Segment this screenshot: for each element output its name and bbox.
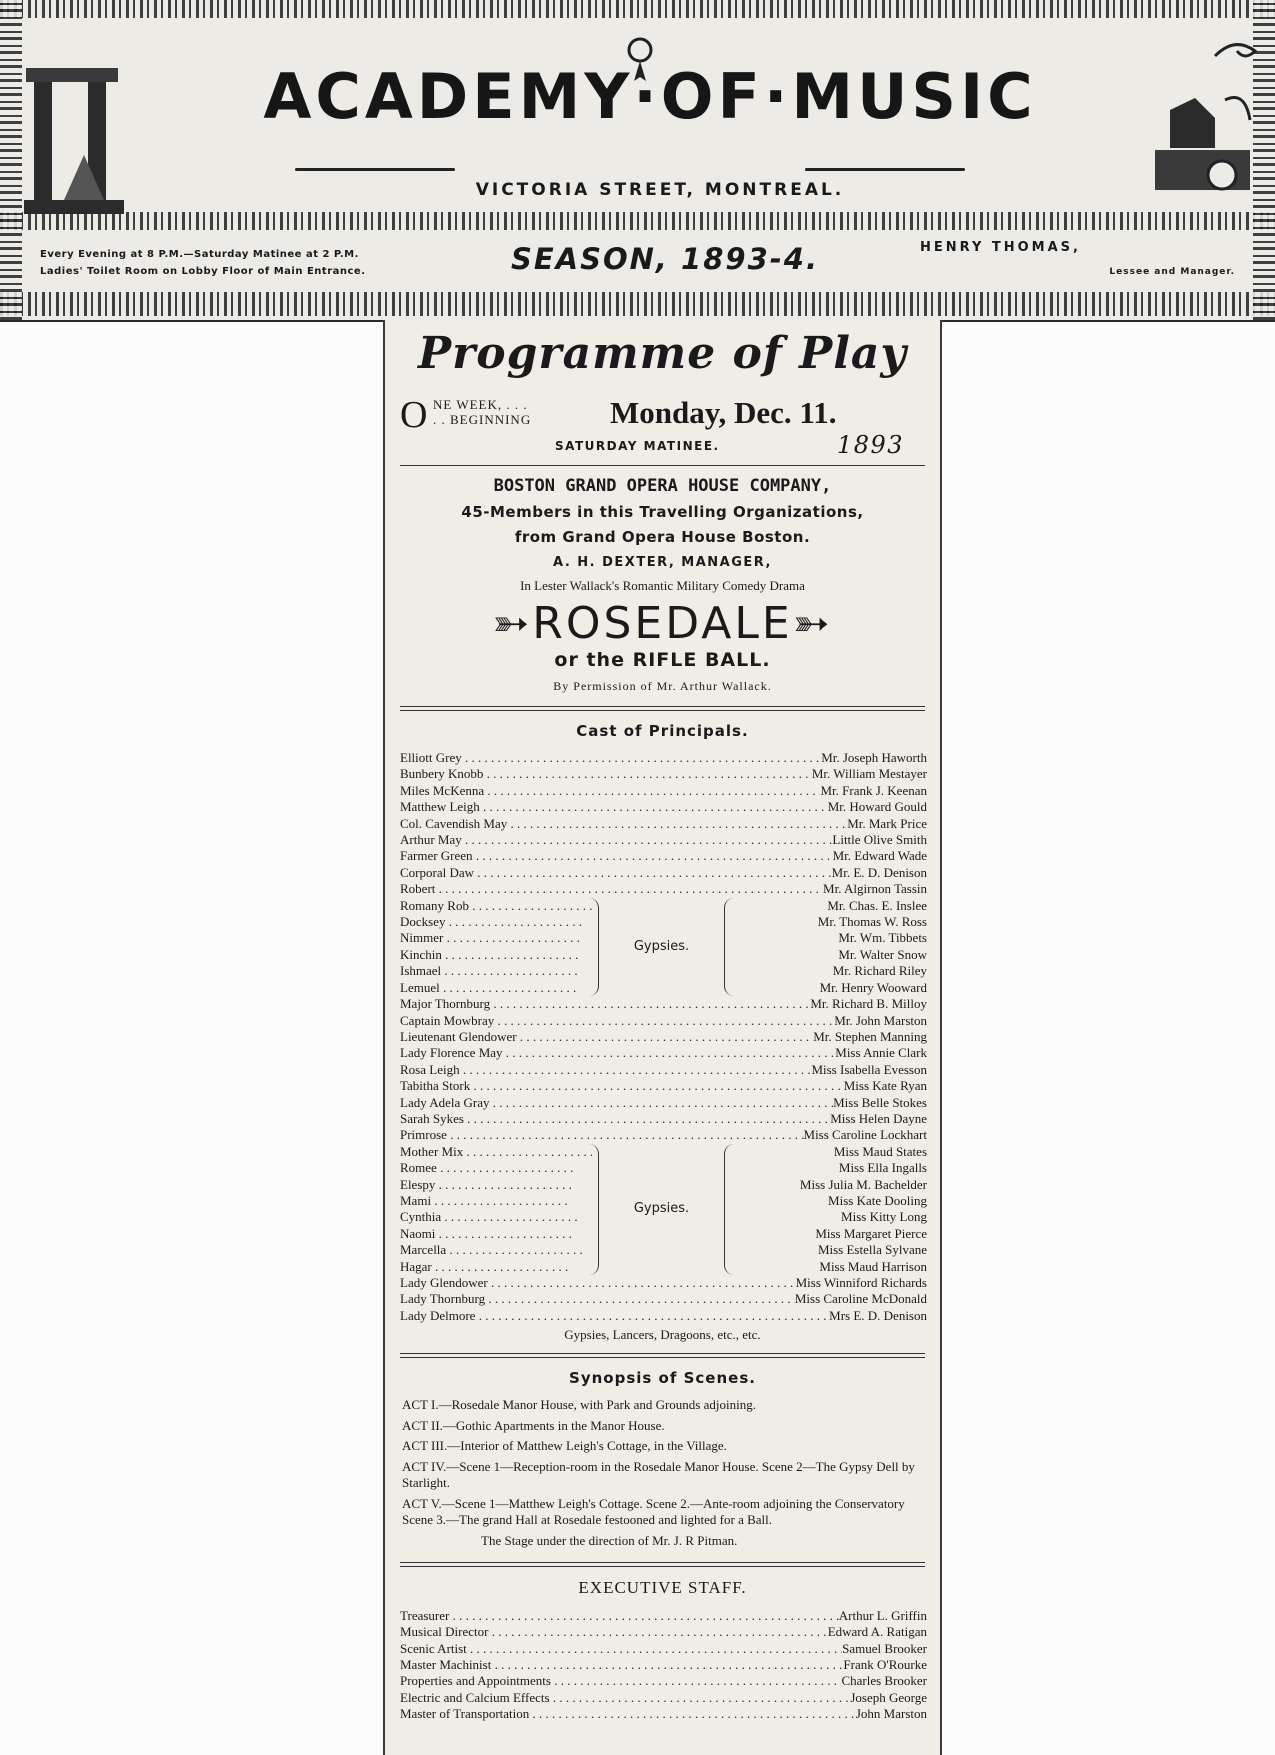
list-item [385, 1624, 940, 1640]
act-description: ACT V.—Scene 1—Matthew Leigh's Cottage. Scene 2.—Ante-room adjoining the Conservatory Scene 3.—The grand Hall at Rosedale festooned and lighted for a Ball. [402, 1495, 905, 1528]
act-description: ACT II.—Gothic Apartments in the Manor House. [402, 1417, 665, 1433]
performer-name: Miss Maud States [833, 1143, 927, 1159]
role-name: Lady Glendower . . . [400, 1275, 796, 1291]
company-name: BOSTON GRAND OPERA HOUSE COMPANY, [493, 476, 832, 496]
performer-name: Mr. Richard B. Milloy [810, 996, 927, 1012]
role-name: Properties and Appointments . . . [400, 1673, 841, 1689]
performer-name: Charles Brooker [841, 1673, 927, 1689]
performer-name: Miss Estella Sylvane [817, 1242, 927, 1258]
role-name: Lemuel . . . [400, 980, 592, 996]
performer-name: Mr. Edward Wade [832, 848, 927, 864]
role-name: Lieutenant Glendower . . . [400, 1029, 813, 1045]
matinee-line: SATURDAY MATINEE. 1893 [555, 431, 905, 459]
programme-title: Programme of Play [418, 328, 907, 379]
role-name: Lady Florence May . . . [400, 1045, 835, 1061]
list-item [385, 1706, 940, 1722]
list-item [385, 1062, 940, 1078]
company-manager: A. H. DEXTER, MANAGER, [553, 555, 772, 570]
sphinx-icon [1150, 90, 1255, 210]
list-item [385, 1045, 940, 1061]
staff-list [385, 1608, 940, 1723]
play-title: ➳ROSEDALE➳ [492, 598, 833, 649]
role-name: Elliott Grey . . . [400, 750, 821, 766]
role-name: Sarah Sykes . . . [400, 1111, 830, 1127]
list-item [385, 1095, 940, 1111]
role-name: Romany Rob . . . [400, 898, 592, 914]
temple-ruins-icon [24, 40, 124, 220]
cast-list-part2 [385, 996, 940, 1144]
role-name: Captain Mowbray . . . [400, 1013, 834, 1029]
role-name: Scenic Artist . . . [400, 1641, 842, 1657]
role-name: Master Machinist . . . [400, 1657, 843, 1673]
role-name: Robert . . . [400, 881, 823, 897]
performer-name: Mr. John Marston [834, 1012, 927, 1028]
list-item [385, 783, 940, 799]
arrow-ornament-icon: ➳ [792, 598, 833, 649]
role-name: Musical Director . . . [400, 1624, 828, 1640]
performer-name: Mr. Chas. E. Inslee [827, 897, 927, 913]
performer-name: Mr. Walter Snow [838, 946, 927, 962]
role-name: Marcella . . . [400, 1242, 592, 1258]
theatre-address: VICTORIA STREET, MONTREAL. [475, 180, 845, 200]
list-item [385, 832, 940, 848]
role-name: Corporal Daw . . . [400, 865, 832, 881]
performer-name: Mr. Stephen Manning [813, 1028, 927, 1044]
handwritten-year: 1893 [837, 431, 905, 459]
performer-name: Mr. Henry Wooward [819, 979, 927, 995]
list-item [385, 865, 940, 881]
list-item [385, 1608, 940, 1624]
greek-key-border-left [0, 0, 22, 320]
list-item [385, 766, 940, 782]
role-name: Lady Thornburg . . . [400, 1291, 795, 1307]
performer-name: Frank O'Rourke [843, 1656, 927, 1672]
play-subtitle: or the RIFLE BALL. [554, 649, 771, 671]
greek-key-border-top [0, 0, 1275, 18]
role-name: Treasurer . . . [400, 1608, 839, 1624]
role-name: Kinchin . . . [400, 947, 592, 963]
list-item [385, 1308, 940, 1324]
list-item [385, 881, 940, 897]
performer-name: Arthur L. Griffin [838, 1607, 927, 1623]
gypsies-group-1: Romany Rob . . . Docksey . . . Nimmer . . . Kinchin . . . Ishmael . . . Lemuel . . . Gypsies. Mr. Chas. E. Inslee Mr. Thomas W. Ross Mr. Wm. Tibbets Mr. Walter Snow Mr. Richard Riley Mr. Henry Wooward [385, 898, 940, 996]
role-name: Lady Delmore . . . [400, 1308, 829, 1324]
performer-name: Mr. Richard Riley [832, 963, 927, 979]
role-name: Electric and Calcium Effects . . . [400, 1690, 850, 1706]
role-name: Cynthia . . . [400, 1209, 592, 1225]
list-item [385, 799, 940, 815]
week-line: O NE WEEK, . . . . . BEGINNING Monday, Dec. 11. [400, 394, 837, 436]
role-name: Elespy . . . [400, 1177, 592, 1193]
role-name: Farmer Green . . . [400, 848, 833, 864]
list-item [385, 1275, 940, 1291]
cast-heading: Cast of Principals. [576, 722, 749, 740]
role-name: Docksey . . . [400, 914, 592, 930]
season-label: SEASON, 1893-4. [510, 242, 819, 276]
list-item [385, 1029, 940, 1045]
performer-name: Joseph George [850, 1689, 927, 1705]
performer-name: Mr. Frank J. Keenan [820, 782, 927, 798]
performer-name: Mr. Thomas W. Ross [817, 914, 927, 930]
performer-name: Little Olive Smith [832, 832, 927, 848]
role-name: Naomi . . . [400, 1226, 592, 1242]
performance-hours: Every Evening at 8 P.M.—Saturday Matinee at 2 P.M. Ladies' Toilet Room on Lobby Floor of Main Entrance. [40, 249, 366, 277]
role-name: Ishmael . . . [400, 963, 592, 979]
performer-name: Miss Julia M. Bachelder [799, 1176, 927, 1192]
role-name: Romee . . . [400, 1160, 592, 1176]
list-item [385, 750, 940, 766]
performer-name: Miss Belle Stokes [833, 1094, 927, 1110]
role-name: Tabitha Stork . . . [400, 1078, 844, 1094]
programme-column [383, 320, 942, 1755]
role-name: Bunbery Knobb . . . [400, 766, 812, 782]
theatre-title: ACADEMY·OF·MUSIC [263, 60, 1037, 133]
list-item [385, 1127, 940, 1143]
performance-date: Monday, Dec. 11. [610, 395, 837, 430]
stage-direction: The Stage under the direction of Mr. J. R Pitman. [481, 1532, 738, 1548]
role-name: Master of Transportation . . . [400, 1706, 856, 1722]
role-name: Arthur May . . . [400, 832, 832, 848]
performer-name: Samuel Brooker [842, 1640, 927, 1656]
cast-list-part3 [385, 1275, 940, 1324]
gypsies-group-2: Mother Mix . . . Romee . . . Elespy . . . Mami . . . Cynthia . . . Naomi . . . Marcella . . . Hagar . . . Gypsies. Miss Maud States Miss Ella Ingalls Miss Julia M. Bachelder Miss Kate Dooling Miss Kitty Long Miss Margaret Pierce Miss Estella Sylvane Miss Maud Harrison [385, 1144, 940, 1275]
role-name: Rosa Leigh . . . [400, 1062, 811, 1078]
cast-list-part1 [385, 750, 940, 898]
lessee-manager: HENRY THOMAS, Lessee and Manager. [920, 240, 1235, 277]
act-description: ACT IV.—Scene 1—Reception-room in the Rosedale Manor House. Scene 2—The Gypsy Dell by Starlight. [402, 1458, 915, 1491]
performer-name: Miss Caroline Lockhart [803, 1127, 927, 1143]
performer-name: Miss Kate Ryan [843, 1078, 927, 1094]
list-item [385, 816, 940, 832]
greek-key-border-middle [0, 212, 1275, 230]
header-banner [0, 0, 1275, 322]
performer-name: Miss Annie Clark [835, 1045, 927, 1061]
company-description: 45-Members in this Travelling Organizations, from Grand Opera House Boston. [461, 503, 864, 546]
act-description: ACT I.—Rosedale Manor House, with Park and Grounds adjoining. [402, 1397, 756, 1413]
performer-name: Mr. William Mestayer [811, 766, 927, 782]
role-name: Primrose . . . [400, 1127, 804, 1143]
cast-footer: Gypsies, Lancers, Dragoons, etc., etc. [564, 1327, 761, 1343]
role-name: Hagar . . . [400, 1259, 592, 1275]
synopsis-heading: Synopsis of Scenes. [569, 1369, 756, 1388]
list-item [385, 848, 940, 864]
role-name: Col. Cavendish May . . . [400, 816, 847, 832]
drop-cap: O [400, 394, 428, 436]
role-name: Nimmer . . . [400, 930, 592, 946]
list-item [385, 996, 940, 1012]
list-item [385, 1291, 940, 1307]
role-name: Matthew Leigh . . . [400, 799, 828, 815]
play-intro: In Lester Wallack's Romantic Military Comedy Drama [520, 578, 805, 593]
performer-name: Miss Isabella Evesson [811, 1061, 927, 1077]
list-item [385, 1657, 940, 1673]
performer-name: John Marston [855, 1706, 927, 1722]
list-item [385, 1673, 940, 1689]
performer-name: Mr. E. D. Denison [831, 864, 927, 880]
performer-name: Mr. Algirnon Tassin [823, 881, 927, 897]
performer-name: Miss Kate Dooling [828, 1192, 927, 1208]
performer-name: Mr. Joseph Haworth [821, 750, 927, 765]
performer-name: Edward A. Ratigan [827, 1624, 927, 1640]
role-name: Miles McKenna . . . [400, 783, 820, 799]
list-item [385, 1641, 940, 1657]
performer-name: Miss Maud Harrison [819, 1258, 927, 1274]
greek-key-border-bottom [0, 292, 1275, 316]
permission-line: By Permission of Mr. Arthur Wallack. [553, 679, 772, 693]
performer-name: Mr. Howard Gould [827, 799, 927, 815]
list-item [385, 1013, 940, 1029]
list-item [385, 1078, 940, 1094]
arrow-ornament-icon: ➳ [492, 598, 533, 649]
performer-name: Miss Kitty Long [841, 1209, 927, 1225]
performer-name: Miss Caroline McDonald [794, 1291, 927, 1307]
performer-name: Miss Winniford Richards [795, 1275, 927, 1290]
list-item [385, 1690, 940, 1706]
performer-name: Miss Helen Dayne [830, 1110, 927, 1126]
role-name: Major Thornburg . . . [400, 996, 810, 1012]
staff-heading: EXECUTIVE STAFF. [578, 1577, 747, 1597]
performer-name: Miss Ella Ingalls [838, 1160, 927, 1176]
act-description: ACT III.—Interior of Matthew Leigh's Cottage, in the Village. [402, 1438, 727, 1454]
list-item [385, 1111, 940, 1127]
performer-name: Mr. Mark Price [847, 815, 927, 831]
role-name: Mami . . . [400, 1193, 592, 1209]
scroll-ornament-icon [1210, 36, 1260, 66]
performer-name: Mr. Wm. Tibbets [838, 930, 927, 946]
synopsis-acts [385, 1397, 940, 1529]
role-name: Lady Adela Gray . . . [400, 1095, 833, 1111]
performer-name: Mrs E. D. Denison [829, 1307, 927, 1323]
role-name: Mother Mix . . . [400, 1144, 592, 1160]
performer-name: Miss Margaret Pierce [815, 1225, 927, 1241]
